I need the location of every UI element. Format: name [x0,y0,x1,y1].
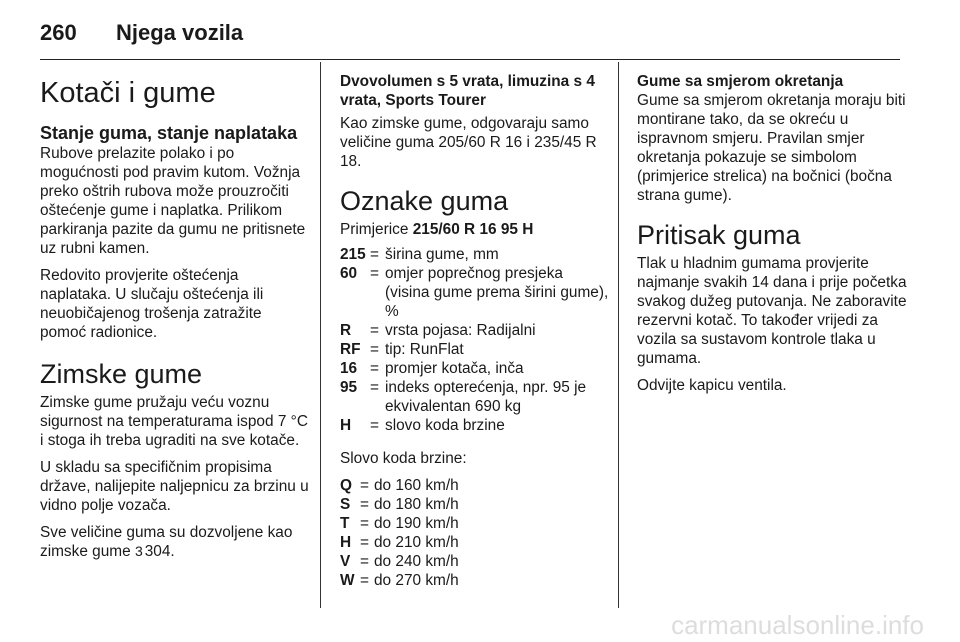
speed-code-row-description: do 160 km/h [374,477,459,494]
speed-code-title: Slovo koda brzine: [340,450,467,467]
designation-row [340,359,610,378]
section-heading-winter-tyres: Zimske gume [40,359,203,389]
paragraph: U skladu sa specifičnim propisima države, nalijepite naljepnicu za brzinu u vidno polje vozača. [40,459,309,514]
speed-code-row-description: do 180 km/h [374,496,459,513]
watermark: carmanualsonline.info [671,610,924,640]
example-value: 215/60 R 16 95 H [412,221,534,238]
paragraph-with-reference [40,523,310,561]
paragraph-text: Sve veličine guma su dozvoljene kao zimske gume [40,524,293,560]
designation-row-code: 215 [340,246,366,263]
column-2 [340,72,610,600]
example-label: Primjerice [340,221,409,238]
paragraph: Tlak u hladnim gumama provjerite najmanje svakih 14 dana i prije početka svakog dužeg putovanja. Ne zaboravite rezervni kotač. To također vrijedi za vozila sa sustavom kontrole tlaka u gumama. [637,255,907,367]
speed-code-row-equals-sign: = [360,477,369,494]
speed-code-row-equals-sign: = [360,572,369,589]
speed-code-row-equals-sign: = [360,553,369,570]
speed-code-row-description: do 190 km/h [374,515,459,532]
designation-row-code: 16 [340,360,358,377]
paragraph: Redovito provjerite oštećenja naplataka. U slučaju oštećenja ili neuobičajenog trošenja zatražite pomoć radionice. [40,267,264,341]
designation-row [340,321,610,340]
chapter-title: Njega vozila [116,20,244,45]
section-heading-tyre-designations: Oznake guma [340,186,509,216]
speed-code-row [340,514,610,533]
designation-row-equals-sign: = [370,265,379,282]
speed-code-row-code: Q [340,477,352,494]
designation-row-description: tip: RunFlat [385,341,464,358]
speed-code-row [340,495,610,514]
speed-code-row-code: T [340,515,350,532]
speed-code-row [340,533,610,552]
column-divider-1 [320,62,321,608]
designation-row-code: RF [340,341,361,358]
column-1 [40,72,310,569]
page-reference-link[interactable]: 304. [144,543,175,560]
speed-code-row-code: S [340,496,351,513]
section-heading-tyre-pressure: Pritisak guma [637,220,801,250]
speed-code-row-code: W [340,572,355,589]
designation-row-description: širina gume, mm [385,246,499,263]
speed-code-row-code: V [340,553,351,570]
designation-row-code: R [340,322,352,339]
page-number: 260 [40,20,77,45]
speed-code-row [340,476,610,495]
paragraph: Odvijte kapicu ventila. [637,377,787,394]
designation-row-equals-sign: = [370,246,379,263]
designation-row-description: omjer poprečnog presjeka (visina gume prema širini gume), % [385,265,609,320]
designation-row [340,378,610,416]
designation-row [340,245,610,264]
speed-code-row-code: H [340,534,352,551]
paragraph: Zimske gume pružaju veću voznu sigurnost na temperaturama ispod 7 °C i stoga ih treba ugraditi na sve kotače. [40,394,308,449]
column-divider-2 [618,62,619,608]
speed-code-list [340,476,610,590]
designation-row-equals-sign: = [370,341,379,358]
section-heading-wheels-tyres: Kotači i gume [40,77,216,109]
speed-code-row-equals-sign: = [360,515,369,532]
designation-row-equals-sign: = [370,379,379,396]
designation-row-code: H [340,417,352,434]
designation-row-equals-sign: = [370,322,379,339]
paragraph: Rubove prelazite polako i po mogućnosti pod pravim kutom. Vožnja preko oštrih rubova može prouzročiti oštećenje gume i naplatka. Prilikom parkiranja pazite da gumu ne pritisnete uz rubni kamen. [40,145,306,257]
speed-code-row-description: do 270 km/h [374,572,459,589]
designation-row-description: vrsta pojasa: Radijalni [385,322,536,339]
designation-row-description: promjer kotača, inča [385,360,524,377]
paragraph: Gume sa smjerom okretanja moraju biti montirane tako, da se okreću u ispravnom smjeru. Pravilan smjer okretanja pokazuje se simbolom (primjerice strelica) na bočnici (bočna strana gume). [637,92,906,204]
designation-row [340,264,610,321]
paragraph: Kao zimske gume, odgovaraju samo veličine guma 205/60 R 16 i 235/45 R 18. [340,115,597,170]
subheading-directional-tyres: Gume sa smjerom okretanja [637,73,844,90]
speed-code-row-equals-sign: = [360,496,369,513]
column-3 [637,72,907,403]
speed-code-row-equals-sign: = [360,534,369,551]
page-reference-arrow-icon: 3 [134,543,143,559]
designation-list [340,245,610,435]
subheading-body-variants: Dvovolumen s 5 vrata, limuzina s 4 vrata, Sports Tourer [340,73,595,109]
designation-row-equals-sign: = [370,417,379,434]
designation-row-description: slovo koda brzine [385,417,505,434]
speed-code-row [340,571,610,590]
speed-code-row-description: do 240 km/h [374,553,459,570]
designation-row [340,416,610,435]
designation-row-code: 95 [340,379,358,396]
example-line [340,220,610,239]
speed-code-row [340,552,610,571]
subheading-tyre-condition: Stanje guma, stanje naplataka [40,123,298,143]
designation-row-equals-sign: = [370,360,379,377]
designation-row-code: 60 [340,265,358,282]
designation-row-description: indeks opterećenja, npr. 95 je ekvivalentan 690 kg [385,379,587,415]
header-rule [40,59,900,60]
designation-row [340,340,610,359]
speed-code-row-description: do 210 km/h [374,534,459,551]
